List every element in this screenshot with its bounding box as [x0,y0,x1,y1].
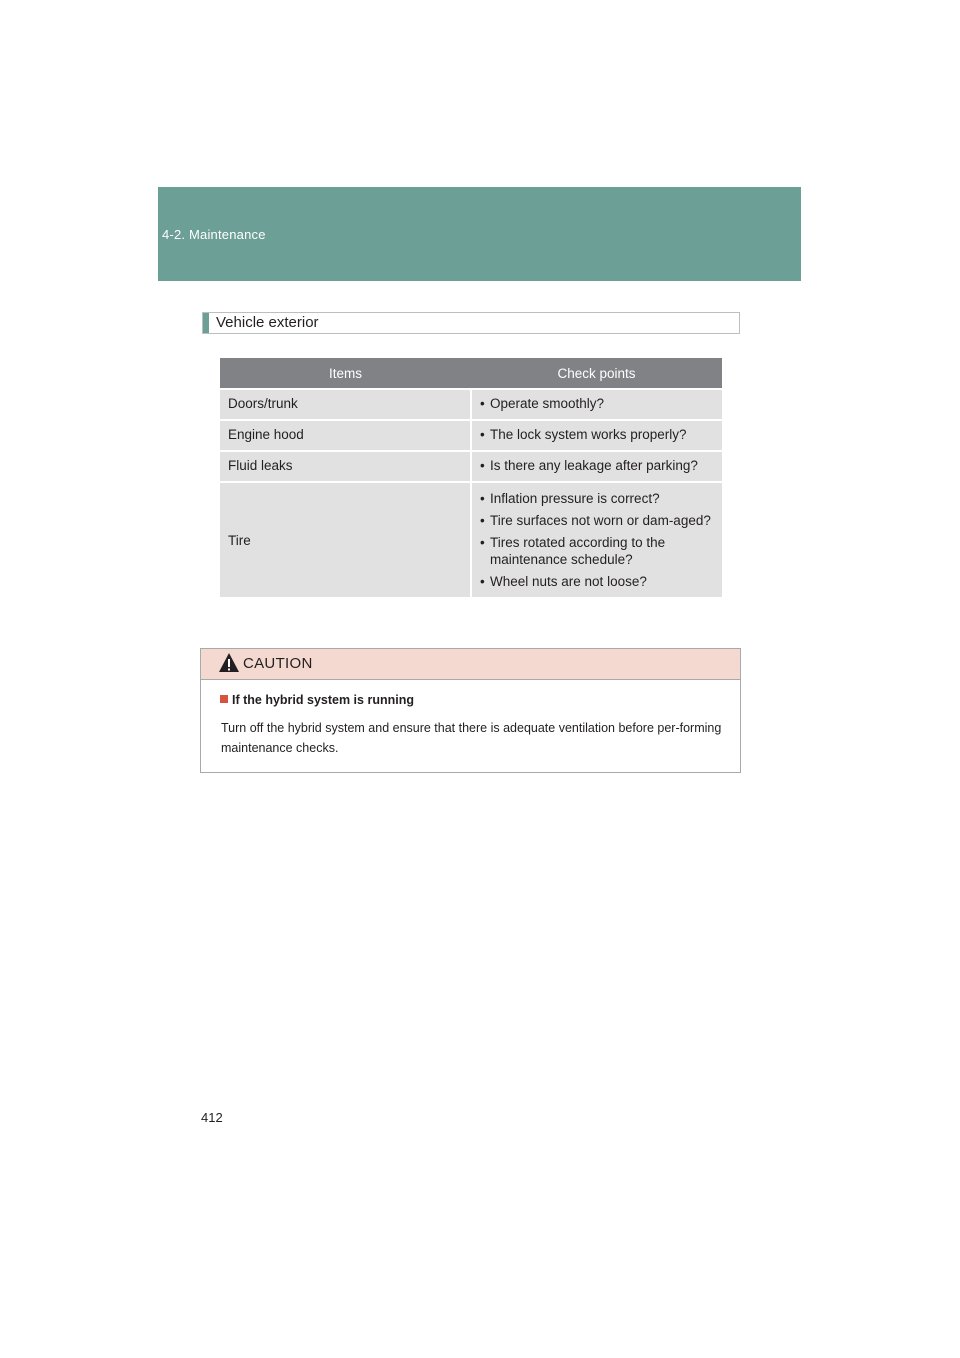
table-row [220,451,722,482]
caution-title: CAUTION [243,655,313,672]
item-cell: Tire [220,482,471,597]
section-heading-text: Vehicle exterior [216,314,319,331]
section-label: 4-2. Maintenance [162,227,266,242]
caution-header [201,649,740,680]
table-row [220,482,722,597]
check-point: • Wheel nuts are not loose? [480,574,647,589]
points-cell [471,389,722,420]
caution-box [200,648,741,773]
table-row [220,420,722,451]
check-table [220,358,722,597]
check-point: • The lock system works properly? [480,427,687,442]
page-number: 412 [201,1110,223,1125]
check-point: • Tires rotated according to the maintenance schedule? [480,535,666,567]
item-cell: Engine hood [220,420,471,451]
points-cell [471,451,722,482]
check-point: • Inflation pressure is correct? [480,491,660,506]
table-header-row [220,358,722,389]
caution-subheading: If the hybrid system is running [220,693,414,707]
check-point: • Tire surfaces not worn or dam-aged? [480,513,711,528]
square-bullet-icon [220,695,228,703]
column-header-check-points: Check points [471,358,722,389]
points-cell [471,420,722,451]
table-row [220,389,722,420]
heading-accent-bar [203,313,209,333]
header-band [158,187,801,281]
check-point: • Is there any leakage after parking? [480,458,698,473]
points-cell [471,482,722,597]
check-point: • Operate smoothly? [480,396,605,411]
item-cell: Fluid leaks [220,451,471,482]
section-heading [202,312,740,334]
item-cell: Doors/trunk [220,389,471,420]
column-header-items: Items [220,358,471,389]
warning-triangle-icon [218,652,240,674]
caution-body: Turn off the hybrid system and ensure that there is adequate ventilation before per-forming maintenance checks. [221,721,722,755]
